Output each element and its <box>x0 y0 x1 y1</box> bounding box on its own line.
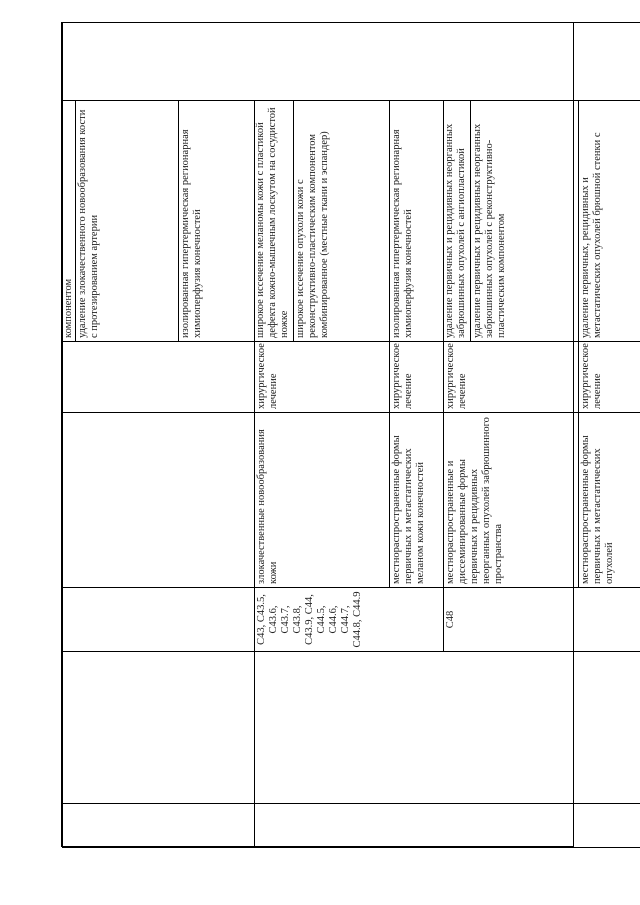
table-row <box>255 23 390 848</box>
disease-text: местнораспространенные формы первичных и метастатических меланом кожи конечностей <box>391 435 426 584</box>
treatment-type-text: хирургическое лечение <box>391 343 414 409</box>
treatment-type-cell <box>63 342 255 413</box>
method-text: удаление первичных и рецидивных неорганных забрюшинных опухолей с реконструктивно-пластическим компонентом <box>472 123 507 338</box>
treatment-type-cell <box>444 342 579 413</box>
code-cell <box>255 588 444 652</box>
method-text: удаление первичных, рецидивных и метастатических опухолей брюшной стенки с <box>580 132 603 338</box>
group-cell <box>255 652 640 804</box>
disease-cell <box>390 413 444 588</box>
treatment-type-cell <box>255 342 390 413</box>
rotated-table <box>62 23 615 848</box>
method-text: удаление первичных и рецидивных неорганных забрюшинных опухолей с ангиопластикой <box>444 123 467 338</box>
method-cell <box>444 101 579 342</box>
icd-codes: C48 <box>445 610 456 629</box>
method-cell <box>579 101 640 342</box>
index-cell <box>63 804 255 848</box>
index-cell <box>255 804 640 848</box>
treatment-type-cell <box>390 342 444 413</box>
disease-cell <box>63 413 255 588</box>
method-cell <box>255 101 390 342</box>
method-cell <box>390 101 444 342</box>
icd-codes: C43, C43.5, C43.6, C43.7, C43.8, C43.9, C44, C44.5, C44.6, C44.7, C44.8, C44.9 <box>256 591 363 648</box>
code-cell <box>444 588 640 652</box>
method-cell <box>179 101 255 342</box>
method-text: широкое иссечение опухоли кожи с реконструктивно-пластическим компонентом комбинированное (местные ткани и эспандер) <box>295 131 330 338</box>
method-text: изолированная гипертермическая регионарная химиоперфузия конечностей <box>391 129 414 338</box>
group-cell <box>63 652 255 804</box>
procedures-table <box>62 22 640 848</box>
treatment-type-text: хирургическое лечение <box>445 343 468 409</box>
method-cell <box>63 101 179 342</box>
method-text: изолированная гипертермическая регионарная химиоперфузия конечностей <box>180 129 203 338</box>
treatment-type-text: хирургическое лечение <box>256 343 279 409</box>
disease-text: местнораспространенные формы первичных и метастатических опухолей <box>580 435 615 584</box>
rotated-table-frame <box>61 22 615 847</box>
method-text: широкое иссечение меланомы кожи с пластикой дефекта кожно-мышечным лоскутом на сосудистой ножке <box>255 107 290 338</box>
treatment-type-text: хирургическое лечение <box>580 343 603 409</box>
code-cell <box>63 588 255 652</box>
treatment-type-cell <box>579 342 640 413</box>
disease-text: злокачественные новообразования кожи <box>256 429 279 584</box>
disease-text: местнораспространенные и диссеминированные формы первичных и рецидивных неорганных опухолей забрюшинного пространства <box>445 417 504 584</box>
disease-cell <box>579 413 640 588</box>
table-row <box>63 23 179 848</box>
cost-cell <box>63 23 640 101</box>
disease-cell <box>444 413 579 588</box>
method-text: компонентом <box>63 278 74 338</box>
disease-cell <box>255 413 390 588</box>
method-text: удаление злокачественного новообразования кости с протезированием артерии <box>77 109 100 338</box>
